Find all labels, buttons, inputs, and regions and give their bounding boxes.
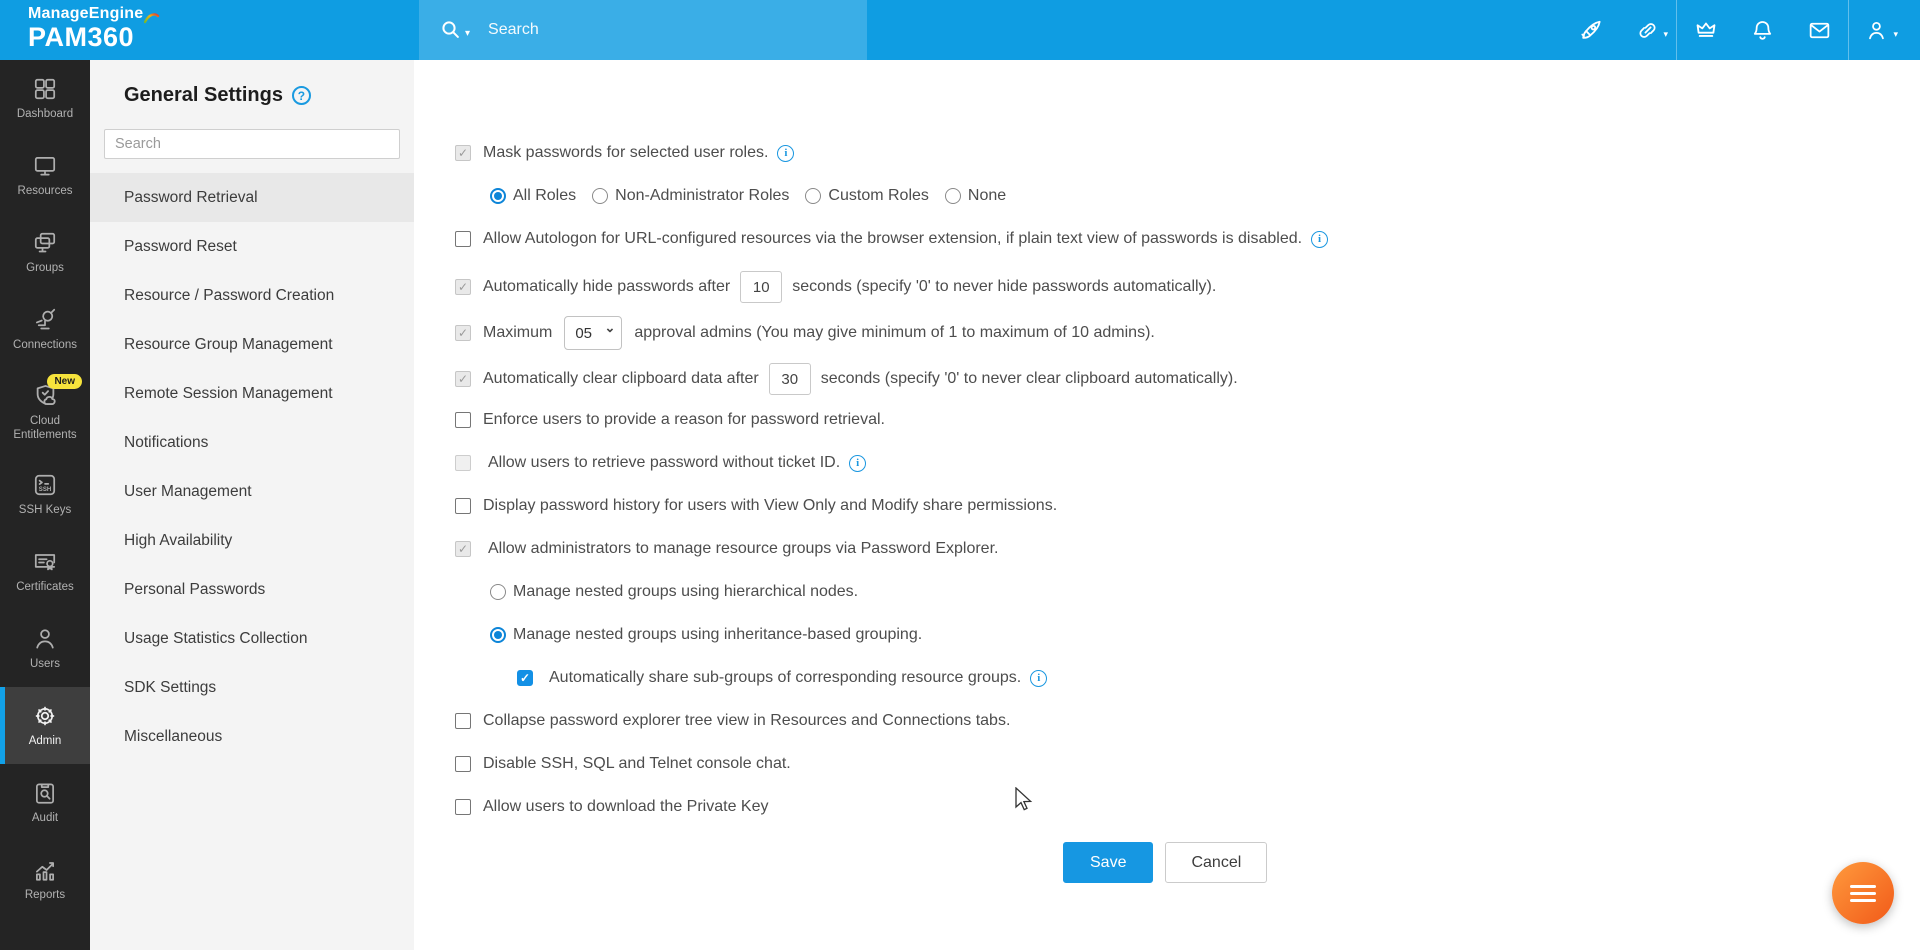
sidebar-item-connections[interactable]	[0, 291, 90, 368]
setting-disable-chat	[455, 751, 1920, 777]
radio-none[interactable]	[945, 188, 961, 204]
setting-manage-via-explorer	[455, 536, 1920, 562]
info-icon[interactable]: i	[1030, 670, 1047, 687]
sidebar-item-certificates[interactable]	[0, 533, 90, 610]
radio-non-administrator-roles[interactable]	[592, 188, 608, 204]
settings-nav-item-miscellaneous[interactable]: Miscellaneous	[124, 727, 223, 745]
logo-swoosh-icon	[144, 12, 160, 24]
primary-sidebar	[0, 60, 90, 950]
setting-clear-clipboard	[455, 361, 1920, 397]
radio-label: None	[967, 187, 1007, 204]
setting-auto-hide-passwords	[455, 269, 1920, 305]
clear-clipboard-seconds-input[interactable]	[769, 363, 811, 395]
sidebar-item-label: Dashboard	[16, 107, 74, 120]
sidebar-item-label: Audit	[31, 811, 59, 824]
autologon-checkbox[interactable]	[455, 231, 471, 247]
mask-passwords-checkbox	[455, 145, 471, 161]
sidebar-item-label: Reports	[24, 888, 66, 901]
quick-link-icon[interactable]	[1619, 0, 1676, 60]
brand-name: ManageEngine	[28, 5, 144, 22]
sidebar-item-label: Certificates	[16, 580, 74, 593]
setting-label: Allow users to retrieve password without ticket ID.	[488, 454, 841, 471]
setting-label: Enforce users to provide a reason for password retrieval.	[483, 411, 885, 428]
without-ticket-checkbox	[455, 455, 471, 471]
settings-nav-item-resource-group-management[interactable]: Resource Group Management	[124, 335, 333, 353]
sidebar-item-users[interactable]	[0, 610, 90, 687]
global-search-bar[interactable]	[419, 0, 867, 60]
setting-mask-passwords	[455, 140, 1920, 166]
sidebar-item-label: SSH Keys	[18, 503, 72, 516]
whats-new-rocket-icon[interactable]	[1562, 0, 1619, 60]
share-subgroups-checkbox[interactable]	[517, 670, 533, 686]
global-search-input[interactable]	[488, 21, 818, 39]
info-icon[interactable]: i	[1311, 231, 1328, 248]
auto-hide-seconds-input[interactable]	[740, 271, 782, 303]
sidebar-item-label: Connections	[13, 338, 77, 351]
license-crown-icon[interactable]	[1677, 0, 1734, 60]
setting-label: Maximum	[483, 324, 553, 341]
setting-label: Automatically clear clipboard data after	[483, 370, 759, 387]
radio-label: Manage nested groups using hierarchical nodes.	[513, 583, 859, 600]
radio-label: All Roles	[513, 187, 577, 204]
radio-label: Manage nested groups using inheritance-based grouping.	[513, 626, 923, 643]
radio-custom-roles[interactable]	[805, 188, 821, 204]
account-caret-icon: ▾	[1893, 29, 1898, 39]
app-logo	[28, 6, 148, 51]
settings-search-input[interactable]	[104, 129, 400, 159]
password-history-checkbox[interactable]	[455, 498, 471, 514]
radio-label: Non-Administrator Roles	[615, 187, 790, 204]
max-admins-select[interactable]	[564, 316, 622, 350]
search-scope-caret-icon[interactable]: ▾	[465, 27, 471, 39]
account-menu-icon[interactable]	[1849, 0, 1906, 60]
setting-download-private-key	[455, 794, 1920, 820]
info-icon[interactable]: i	[849, 455, 866, 472]
page-title: General Settings	[124, 84, 283, 106]
certificate-icon	[32, 549, 58, 575]
help-icon[interactable]: ?	[292, 86, 311, 105]
connections-icon	[32, 307, 58, 333]
mask-roles-radio-group	[490, 183, 1920, 209]
setting-label: Display password history for users with View Only and Modify share permissions.	[483, 497, 1058, 514]
info-icon[interactable]: i	[777, 145, 794, 162]
sidebar-item-cloud-entitlements[interactable]	[0, 368, 90, 456]
disable-chat-checkbox[interactable]	[455, 756, 471, 772]
sidebar-item-audit[interactable]	[0, 764, 90, 841]
notifications-bell-icon[interactable]	[1734, 0, 1791, 60]
search-icon	[439, 18, 463, 42]
mail-icon[interactable]	[1791, 0, 1848, 60]
setting-max-approval-admins	[455, 315, 1920, 351]
settings-nav-item-remote-session-management[interactable]: Remote Session Management	[124, 384, 333, 402]
general-settings-sidebar	[90, 60, 414, 950]
sidebar-item-label: Groups	[26, 261, 64, 274]
settings-nav-item-password-reset[interactable]: Password Reset	[124, 237, 237, 255]
setting-label: Collapse password explorer tree view in Resources and Connections tabs.	[483, 712, 1011, 729]
product-name: PAM360	[28, 21, 135, 52]
setting-label: seconds (specify '0' to never clear clipboard automatically).	[820, 370, 1238, 387]
sidebar-item-groups[interactable]	[0, 214, 90, 291]
settings-nav-item-usage-statistics-collection[interactable]: Usage Statistics Collection	[124, 629, 308, 647]
setting-nested-inheritance	[490, 622, 1920, 648]
settings-nav-item-personal-passwords[interactable]: Personal Passwords	[124, 580, 266, 598]
setting-enforce-reason	[455, 407, 1920, 433]
setting-label: Allow users to download the Private Key	[483, 798, 769, 815]
nested-hierarchical-radio[interactable]	[490, 584, 506, 600]
setting-collapse-tree	[455, 708, 1920, 734]
hamburger-icon	[1850, 885, 1876, 888]
settings-nav-item-sdk-settings[interactable]: SDK Settings	[124, 678, 217, 696]
sidebar-item-admin[interactable]	[0, 687, 90, 764]
sidebar-item-reports[interactable]	[0, 841, 90, 918]
setting-without-ticket-id	[455, 450, 1920, 476]
radio-all-roles[interactable]	[490, 188, 506, 204]
sidebar-item-resources[interactable]	[0, 137, 90, 214]
setting-nested-hierarchical	[490, 579, 1920, 605]
password-retrieval-settings-panel	[414, 60, 1920, 950]
sidebar-item-label: Admin	[28, 734, 62, 747]
users-icon	[32, 626, 58, 652]
setting-label: Disable SSH, SQL and Telnet console chat.	[483, 755, 791, 772]
settings-nav-item-high-availability[interactable]: High Availability	[124, 531, 233, 549]
nested-inheritance-radio[interactable]	[490, 627, 506, 643]
floating-menu-button[interactable]	[1832, 862, 1894, 924]
ssh-terminal-icon	[32, 472, 58, 498]
header-actions	[1562, 0, 1906, 60]
radio-label: Custom Roles	[828, 187, 929, 204]
admin-gear-icon	[32, 703, 58, 729]
top-header	[0, 0, 1920, 60]
setting-autologon	[455, 226, 1920, 252]
reports-chart-icon	[32, 857, 58, 883]
cancel-button[interactable]: Cancel	[1165, 842, 1267, 883]
settings-nav-item-password-retrieval[interactable]: Password Retrieval	[90, 173, 414, 222]
sidebar-item-label: Users	[29, 657, 61, 670]
manage-explorer-checkbox	[455, 541, 471, 557]
settings-nav-item-notifications[interactable]: Notifications	[124, 433, 209, 451]
setting-label: Allow administrators to manage resource groups via Password Explorer.	[488, 540, 999, 557]
settings-nav-item-user-management[interactable]: User Management	[124, 482, 252, 500]
setting-label: Automatically share sub-groups of corresponding resource groups.	[549, 669, 1022, 686]
link-caret-icon: ▾	[1663, 29, 1668, 39]
svg-text:SSH: SSH	[38, 486, 52, 493]
dashboard-icon	[32, 76, 58, 102]
sidebar-item-label: Cloud Entitlements	[13, 414, 77, 441]
sidebar-item-label: Resources	[17, 184, 73, 197]
setting-label: Mask passwords for selected user roles.	[483, 144, 769, 161]
sidebar-item-ssh-keys[interactable]	[0, 456, 90, 533]
setting-password-history	[455, 493, 1920, 519]
enforce-reason-checkbox[interactable]	[455, 412, 471, 428]
save-button[interactable]: Save	[1063, 842, 1153, 883]
download-key-checkbox[interactable]	[455, 799, 471, 815]
sidebar-item-dashboard[interactable]	[0, 60, 90, 137]
setting-label: approval admins (You may give minimum of 1 to maximum of 10 admins).	[634, 324, 1155, 341]
auto-hide-checkbox	[455, 279, 471, 295]
setting-label: Allow Autologon for URL-configured resources via the browser extension, if plain text view of passwords is disabled.	[483, 230, 1303, 247]
setting-label: Automatically hide passwords after	[483, 278, 731, 295]
collapse-tree-checkbox[interactable]	[455, 713, 471, 729]
setting-share-subgroups	[517, 665, 1920, 691]
settings-nav-item-resource-password-creation[interactable]: Resource / Password Creation	[124, 286, 335, 304]
clear-clipboard-checkbox	[455, 371, 471, 387]
audit-clipboard-icon	[32, 780, 58, 806]
max-admins-checkbox	[455, 325, 471, 341]
groups-icon	[32, 230, 58, 256]
setting-label: seconds (specify '0' to never hide passwords automatically).	[792, 278, 1217, 295]
resources-monitor-icon	[32, 153, 58, 179]
new-badge: New	[47, 374, 82, 389]
